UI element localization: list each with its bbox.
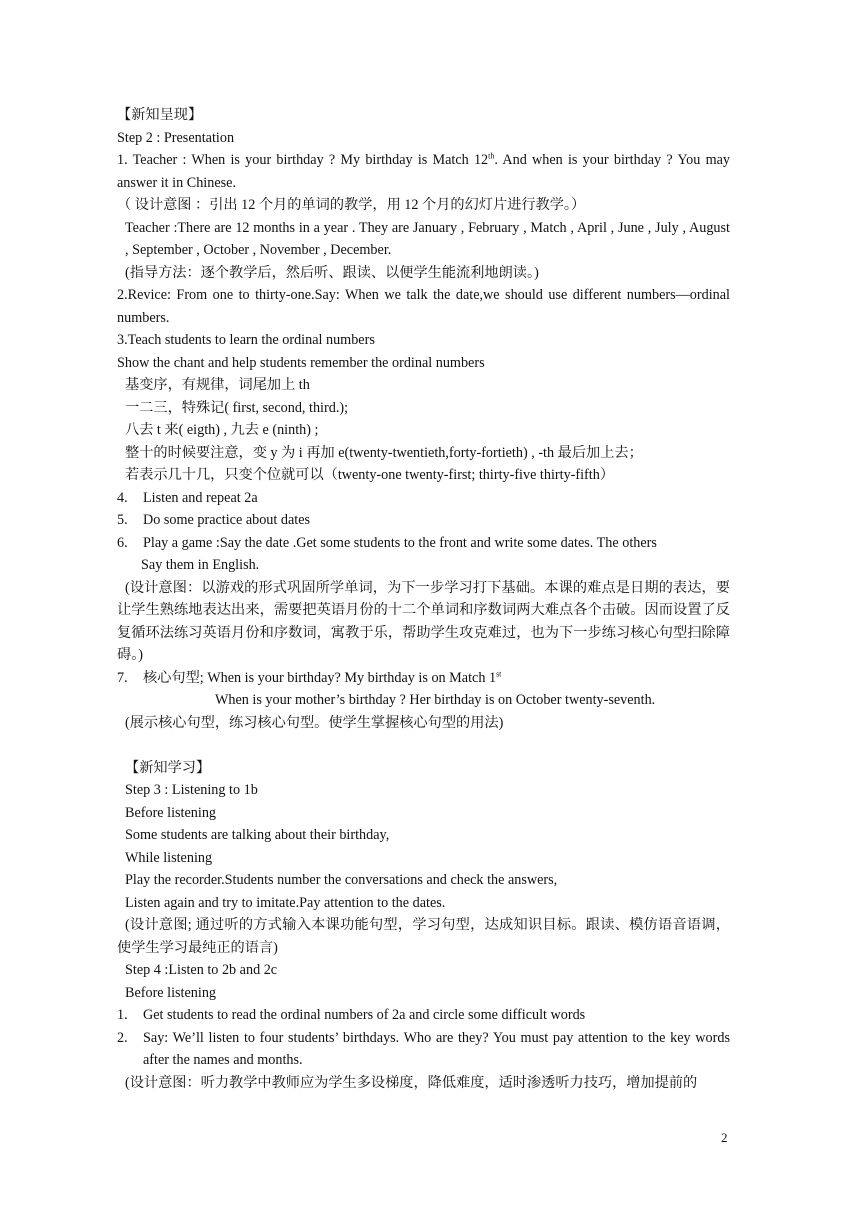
play-recorder: Play the recorder.Students number the conversations and check the answers, (125, 872, 558, 888)
chant-line-1: 基变序，有规律，词尾加上 th (125, 377, 310, 393)
paragraph-birthday-question: 1. Teacher : When is your birthday ? My birthday is Match 12th. And when is your birthday ? You may answer it in Chinese. (117, 151, 730, 191)
step4-item-2: 2. Say: We’ll listen to four students’ birthdays. Who are they? You must pay attention to the key words after the names and months. (117, 1029, 730, 1068)
section-heading-learning: 【新知学习】 (125, 759, 211, 776)
chant-line-2: 一二三，特殊记( first, second, third.); (125, 399, 349, 416)
step4-item-1: 1. Get students to read the ordinal numbers of 2a and circle some difficult words (117, 1007, 586, 1023)
listen-again: Listen again and try to imitate.Pay attention to the dates. (125, 894, 446, 911)
design-intent-listening: (设计意图; 通过听的方式输入本课功能句型，学习句型，达成知识目标。跟读、模仿语音语调，使学生学习最纯正的语言) (117, 917, 730, 956)
design-intent-note: （ 设计意图 ：引出 12 个月的单词的教学，用 12 个月的幻灯片进行教学。） (117, 197, 586, 213)
core-sentence-note: (展示核心句型，练习核心句型。使学生掌握核心句型的用法) (125, 714, 504, 731)
document-body (117, 104, 730, 1094)
design-intent-listening-teaching: (设计意图：听力教学中教师应为学生多设梯度，降低难度，适时渗透听力技巧，增加提前的 (125, 1074, 698, 1091)
page-number: 2 (721, 1130, 728, 1145)
before-listening-2: Before listening (125, 984, 217, 1001)
paragraph-months: Teacher :There are 12 months in a year . They are January , February , Match , April , June , July , August , September , October , November , December. (125, 219, 730, 258)
step-3-title: Step 3 : Listening to 1b (125, 782, 258, 798)
students-talking: Some students are talking about their birthday, (125, 827, 390, 843)
core-sentence-2: When is your mother’s birthday ? Her birthday is on October twenty-seventh. (215, 692, 656, 708)
teach-ordinal-numbers: 3.Teach students to learn the ordinal numbers (117, 332, 375, 348)
chant-line-3: 八去 t 来( eigth) , 九去 e (ninth) ; (125, 422, 319, 438)
blank-line (117, 734, 730, 757)
design-intent-game: (设计意图：以游戏的形式巩固所学单词，为下一步学习打下基础。本课的难点是日期的表达，要让学生熟练地表达出来，需要把英语月份的十二个单词和序数词两大难点各个击破。因而设置了反复循环法练习英语月份和序数词，寓教于乐，帮助学生攻克难过，也为下一步练习核心句型扫除障碍。) (117, 579, 730, 663)
list-item-4: 4. Listen and repeat 2a (117, 489, 258, 506)
list-item-6: 6. Play a game :Say the date .Get some students to the front and write some dates. The others (117, 534, 657, 551)
paragraph-revise: 2.Revice: From one to thirty-one.Say: When we talk the date,we should use different numbers—ordinal numbers. (117, 287, 730, 326)
step-4-title: Step 4 :Listen to 2b and 2c (125, 962, 278, 978)
list-item-5: 5. Do some practice about dates (117, 512, 311, 528)
section-heading-presentation: 【新知呈现】 (117, 107, 203, 123)
guidance-note: (指导方法：逐个教学后，然后听、跟读、以便学生能流利地朗读。) (125, 264, 539, 281)
before-listening-1: Before listening (125, 804, 217, 821)
step-2-title: Step 2 : Presentation (117, 129, 235, 146)
list-item-6-continued: Say them in English. (141, 557, 260, 573)
chant-line-5: 若表示几十几，只变个位就可以（twenty-one twenty-first; thirty-five thirty-fifth） (125, 467, 615, 483)
while-listening: While listening (125, 849, 213, 866)
chant-line-4: 整十的时候要注意，变 y 为 i 再加 e(twenty-twentieth,forty-fortieth) , -th 最后加上去； (125, 444, 643, 461)
list-item-7: 7. 核心句型; When is your birthday? My birthday is on Match 1st (117, 668, 502, 686)
show-chant: Show the chant and help students remember the ordinal numbers (117, 354, 485, 371)
